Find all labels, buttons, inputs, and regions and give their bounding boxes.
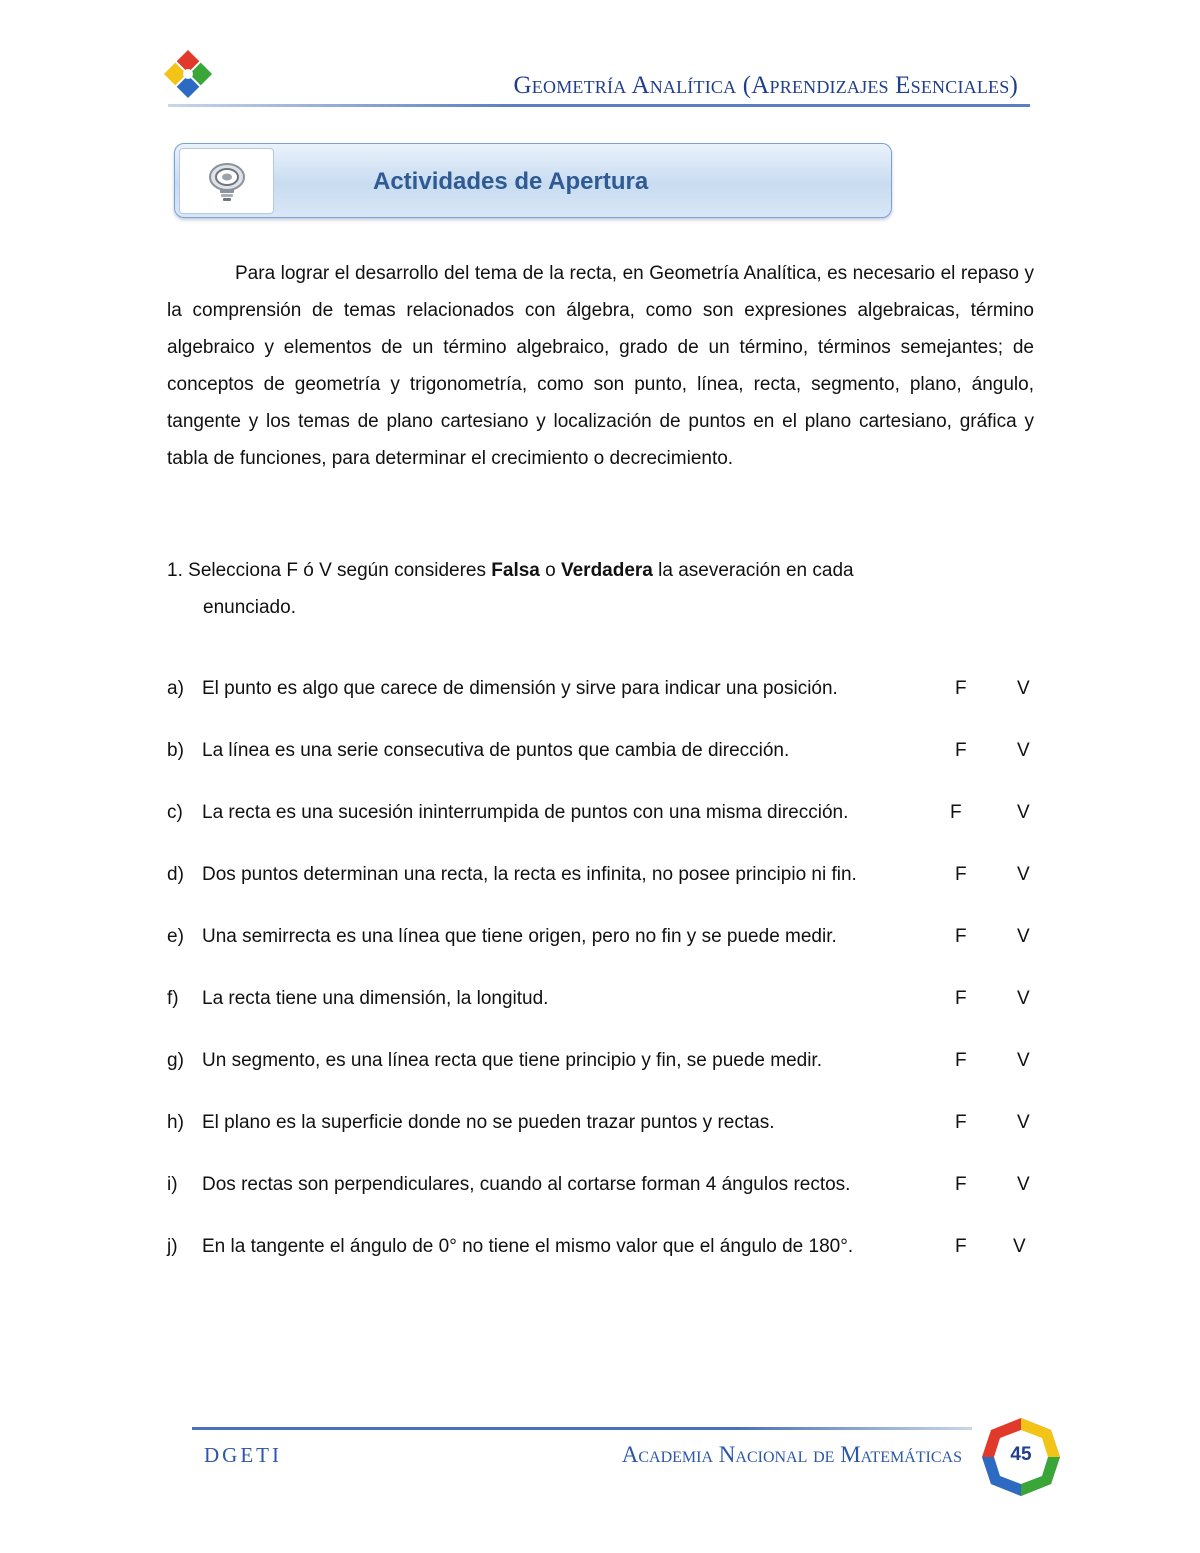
instruction-post: la aseveración en cada xyxy=(652,560,854,581)
gear-bulb-icon xyxy=(208,162,246,202)
footer-rule xyxy=(192,1427,972,1430)
question-text: Una semirrecta es una línea que tiene origen, pero no fin y se puede medir. xyxy=(202,926,837,947)
true-option[interactable]: V xyxy=(1013,1236,1026,1257)
banner-title: Actividades de Apertura xyxy=(373,168,649,195)
instruction-mid: o xyxy=(539,560,561,581)
instruction-falsa: Falsa xyxy=(491,560,540,581)
question-text: Dos rectas son perpendiculares, cuando al cortarse forman 4 ángulos rectos. xyxy=(202,1174,851,1195)
false-option[interactable]: F xyxy=(955,864,967,885)
true-option[interactable]: V xyxy=(1017,1050,1030,1071)
question-text: La recta es una sucesión ininterrumpida de puntos con una misma dirección. xyxy=(202,802,849,823)
page-number: 45 xyxy=(1010,1444,1032,1465)
section-banner xyxy=(174,143,892,218)
question-letter: b) xyxy=(167,740,184,761)
question-row xyxy=(167,801,1037,863)
question-row xyxy=(167,1049,1037,1111)
question-letter: e) xyxy=(167,926,184,947)
question-row xyxy=(167,1111,1037,1173)
question-row xyxy=(167,1235,1037,1297)
question-letter: h) xyxy=(167,1112,184,1133)
question-row xyxy=(167,987,1037,1049)
question-text: La línea es una serie consecutiva de puntos que cambia de dirección. xyxy=(202,740,790,761)
instruction-verdadera: Verdadera xyxy=(560,560,653,581)
question-text: El plano es la superficie donde no se pueden trazar puntos y rectas. xyxy=(202,1112,775,1133)
false-option[interactable]: F xyxy=(955,988,967,1009)
instruction-number: 1. xyxy=(167,560,183,581)
false-option[interactable]: F xyxy=(955,1112,967,1133)
question-row xyxy=(167,677,1037,739)
true-option[interactable]: V xyxy=(1017,988,1030,1009)
false-option[interactable]: F xyxy=(955,1050,967,1071)
question-text: Un segmento, es una línea recta que tiene principio y fin, se puede medir. xyxy=(202,1050,822,1071)
question-text: Dos puntos determinan una recta, la recta es infinita, no posee principio ni fin. xyxy=(202,864,857,885)
question-letter: a) xyxy=(167,678,184,699)
instruction-line2: enunciado. xyxy=(203,597,296,618)
question-list xyxy=(167,677,1037,1297)
question-text: La recta tiene una dimensión, la longitud. xyxy=(202,988,549,1009)
true-option[interactable]: V xyxy=(1017,678,1030,699)
question-letter: g) xyxy=(167,1050,184,1071)
header-title: Geometría Analítica (Aprendizajes Esenciales) xyxy=(513,72,1018,99)
question-letter: j) xyxy=(167,1236,178,1257)
instruction-pre: Selecciona F ó V según consideres xyxy=(188,560,492,581)
question-letter: f) xyxy=(167,988,179,1009)
false-option[interactable]: F xyxy=(955,678,967,699)
question-text: En la tangente el ángulo de 0° no tiene el mismo valor que el ángulo de 180°. xyxy=(202,1236,854,1257)
false-option[interactable]: F xyxy=(955,1174,967,1195)
false-option[interactable]: F xyxy=(950,802,962,823)
question-row xyxy=(167,925,1037,987)
false-option[interactable]: F xyxy=(955,926,967,947)
question-text: El punto es algo que carece de dimensión y sirve para indicar una posición. xyxy=(202,678,838,699)
instruction xyxy=(167,552,967,626)
footer-institution: DGETI xyxy=(204,1443,282,1467)
banner-icon-box xyxy=(179,148,274,214)
true-option[interactable]: V xyxy=(1017,1174,1030,1195)
question-row xyxy=(167,1173,1037,1235)
true-option[interactable]: V xyxy=(1017,926,1030,947)
question-row xyxy=(167,739,1037,801)
false-option[interactable]: F xyxy=(955,740,967,761)
footer-academy: Academia Nacional de Matemáticas xyxy=(621,1442,962,1467)
question-letter: i) xyxy=(167,1174,178,1195)
true-option[interactable]: V xyxy=(1017,740,1030,761)
question-letter: d) xyxy=(167,864,184,885)
false-option[interactable]: F xyxy=(955,1236,967,1257)
intro-paragraph: Para lograr el desarrollo del tema de la recta, en Geometría Analítica, es necesario el repaso y la comprensión de temas relacionados con álgebra, como son expresiones algebraicas, término algebraico y elementos de un término algebraico, grado de un término, términos semejantes; de conceptos de geometría y trigonometría, como son punto, línea, recta, segmento, plano, ángulo, tangente y los temas de plano cartesiano y localización de puntos en el plano cartesiano, gráfica y tabla de funciones, para determinar el crecimiento o decrecimiento. xyxy=(167,263,1034,469)
true-option[interactable]: V xyxy=(1017,802,1030,823)
header-rule xyxy=(168,104,1030,107)
true-option[interactable]: V xyxy=(1017,1112,1030,1133)
true-option[interactable]: V xyxy=(1017,864,1030,885)
question-row xyxy=(167,863,1037,925)
question-letter: c) xyxy=(167,802,183,823)
logo-icon xyxy=(162,48,214,100)
